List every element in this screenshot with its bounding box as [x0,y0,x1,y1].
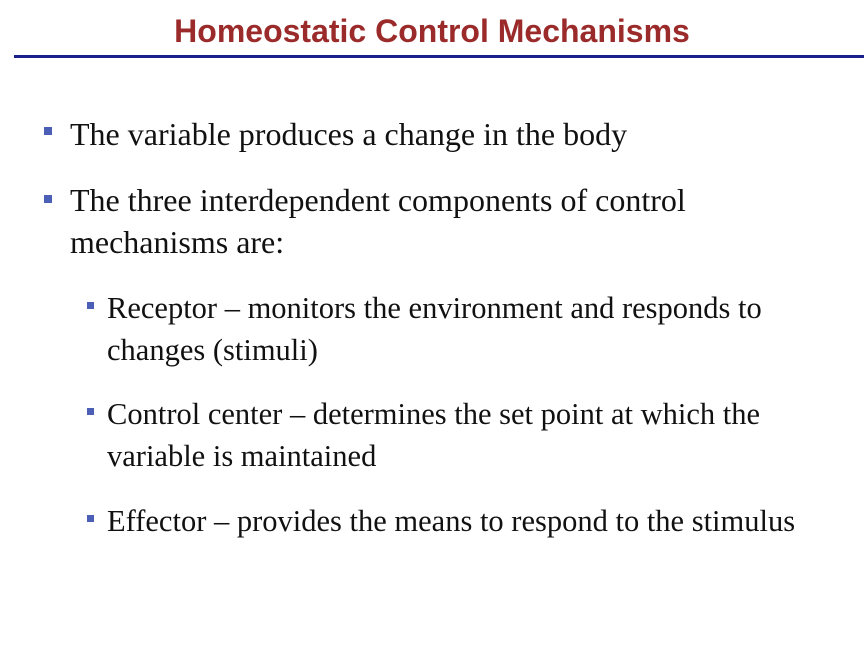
bullet-item-2: The three interdependent components of control mechanisms are: [70,182,686,260]
sub-bullet-effector: Effector – provides the means to respond to the stimulus [107,504,796,538]
sub-bullet-control-center: Control center – determines the set point at which the variable is maintained [107,397,761,473]
sub-bullet-marker [87,515,94,522]
sub-bullet-marker [87,408,94,415]
sub-bullet-receptor: Receptor – monitors the environment and responds to changes (stimuli) [107,291,762,367]
sub-bullet-marker [87,302,94,309]
title-underline [14,55,864,58]
slide-title: Homeostatic Control Mechanisms [174,13,690,49]
bullet-marker [44,127,52,135]
bullet-item-1: The variable produces a change in the body [70,116,628,152]
bullet-marker [44,195,52,203]
